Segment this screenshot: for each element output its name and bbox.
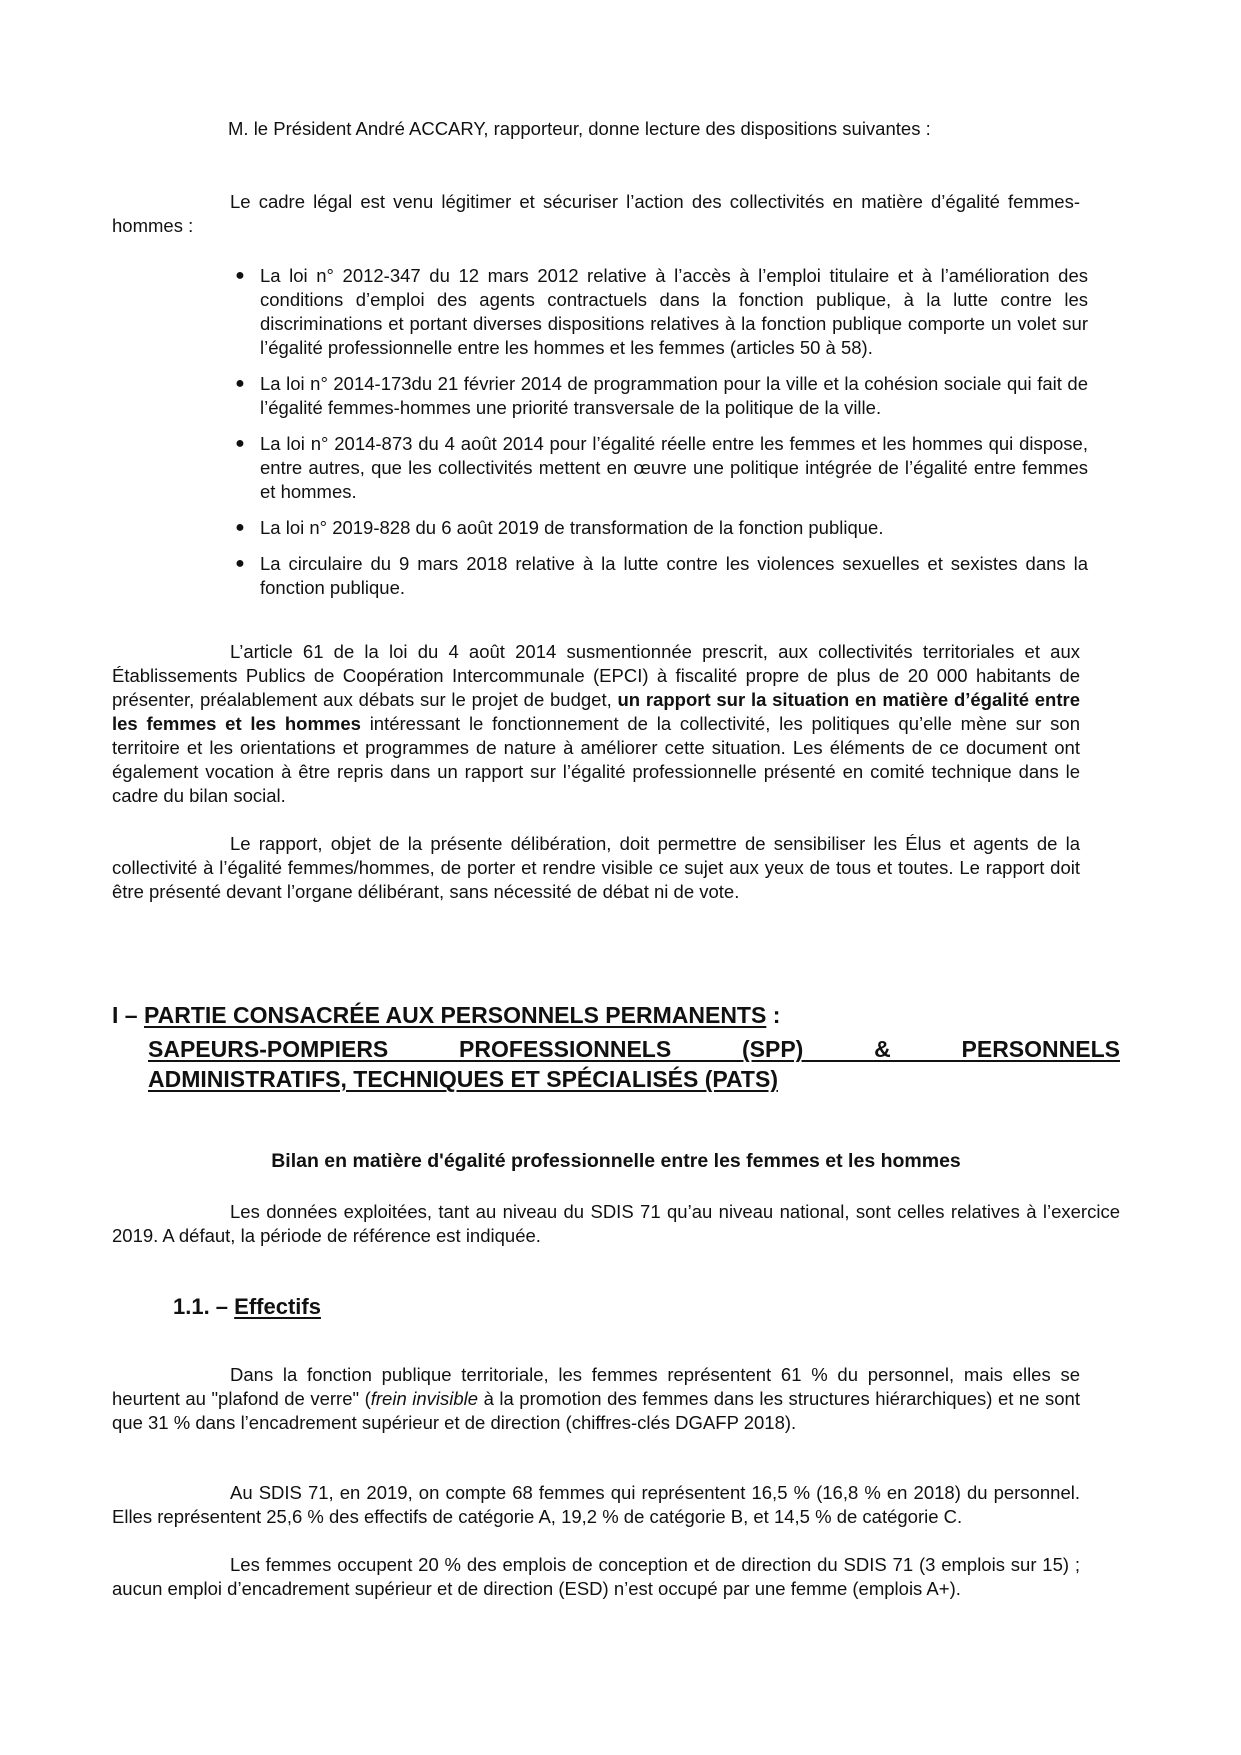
bullet-icon: ● bbox=[235, 435, 245, 452]
effectifs-heading: 1.1. – Effectifs bbox=[173, 1294, 321, 1319]
frein-invisible-text: frein invisible bbox=[370, 1388, 479, 1409]
bilan-title: Bilan en matière d'égalité professionnelle entre les femmes et les hommes bbox=[271, 1150, 961, 1172]
intro-line: M. le Président André ACCARY, rapporteur, donne lecture des dispositions suivantes : bbox=[228, 118, 931, 139]
list-item: ● La circulaire du 9 mars 2018 relative à la lutte contre les violences sexuelles et sexistes dans la fonction publique. bbox=[228, 552, 1088, 600]
list-item: ● La loi n° 2012-347 du 12 mars 2012 relative à l’accès à l’emploi titulaire et à l’amélioration des conditions d’emploi des agents contractuels dans la fonction publique, à la lutte contre les discriminations et portant diverses dispositions relatives à la fonction publique comporte un volet sur l’égalité professionnelle entre les hommes et les femmes (articles 50 à 58). bbox=[228, 264, 1088, 360]
article-61-bold-text: un rapport sur la situation en matière d’égalité entre les femmes et les hommes bbox=[112, 689, 1080, 734]
list-item: ● La loi n° 2014-173du 21 février 2014 de programmation pour la ville et la cohésion sociale qui fait de l’égalité femmes-hommes une priorité transversale de la politique de la ville. bbox=[228, 372, 1088, 420]
section-subtitle: SAPEURS-POMPIERS PROFESSIONNELS (SPP) & PERSONNELS ADMINISTRATIFS, TECHNIQUES ET SPÉCIALISÉS (PATS) bbox=[148, 1036, 1120, 1092]
bullet-icon: ● bbox=[235, 375, 245, 392]
bullet-icon: ● bbox=[235, 555, 245, 572]
article-61-paragraph: L’article 61 de la loi du 4 août 2014 susmentionnée prescrit, aux collectivités territoriales et aux Établissements Publics de Coopération Intercommunale (EPCI) à fiscalité propre de plus de 20 000 habitants de présenter, préalablement aux débats sur le projet de budget, un rapport sur la situation en matière d’égalité entre les femmes et les hommes intéressant le fonctionnement de la collectivité, les politiques qu’elle mène sur son territoire et les orientations et programmes de nature à améliorer cette situation. Les éléments de ce document ont également vocation à être repris dans un rapport sur l’égalité professionnelle présenté en comité technique dans le cadre du bilan social. bbox=[112, 641, 1080, 806]
bullet-icon: ● bbox=[235, 519, 245, 536]
sdis-paragraph: Au SDIS 71, en 2019, on compte 68 femmes qui représentent 16,5 % (16,8 % en 2018) du personnel. Elles représentent 25,6 % des effectifs de catégorie A, 19,2 % de catégorie B, et 14,5 % de catégorie C. bbox=[112, 1482, 1080, 1527]
femmes-paragraph: Les femmes occupent 20 % des emplois de conception et de direction du SDIS 71 (3 emplois sur 15) ; aucun emploi d’encadrement supérieur et de direction (ESD) n’est occupé par une femme (emplois A+). bbox=[112, 1554, 1080, 1599]
fpt-paragraph: Dans la fonction publique territoriale, les femmes représentent 61 % du personnel, mais elles se heurtent au "plafond de verre" (frein invisible à la promotion des femmes dans les structures hiérarchiques) et ne sont que 31 % dans l’encadrement supérieur et de direction (chiffres-clés DGAFP 2018). bbox=[112, 1364, 1080, 1433]
section-title: I – PARTIE CONSACRÉE AUX PERSONNELS PERMANENTS : bbox=[112, 1002, 781, 1028]
legal-bullet-list bbox=[228, 264, 1088, 612]
bullet-icon: ● bbox=[235, 267, 245, 284]
list-item: ● La loi n° 2019-828 du 6 août 2019 de transformation de la fonction publique. bbox=[228, 516, 1088, 540]
legal-framework-paragraph: Le cadre légal est venu légitimer et sécuriser l’action des collectivités en matière d’égalité femmes-hommes : bbox=[112, 191, 1080, 236]
rapport-paragraph: Le rapport, objet de la présente délibération, doit permettre de sensibiliser les Élus et agents de la collectivité à l’égalité femmes/hommes, de porter et rendre visible ce sujet aux yeux de tous et toutes. Le rapport doit être présenté devant l’organe délibérant, sans nécessité de débat ni de vote. bbox=[112, 833, 1080, 902]
donnees-paragraph: Les données exploitées, tant au niveau du SDIS 71 qu’au niveau national, sont celles relatives à l’exercice 2019. A défaut, la période de référence est indiquée. bbox=[112, 1201, 1120, 1246]
list-item: ● La loi n° 2014-873 du 4 août 2014 pour l’égalité réelle entre les femmes et les hommes qui dispose, entre autres, que les collectivités mettent en œuvre une politique intégrée de l’égalité entre femmes et hommes. bbox=[228, 432, 1088, 504]
